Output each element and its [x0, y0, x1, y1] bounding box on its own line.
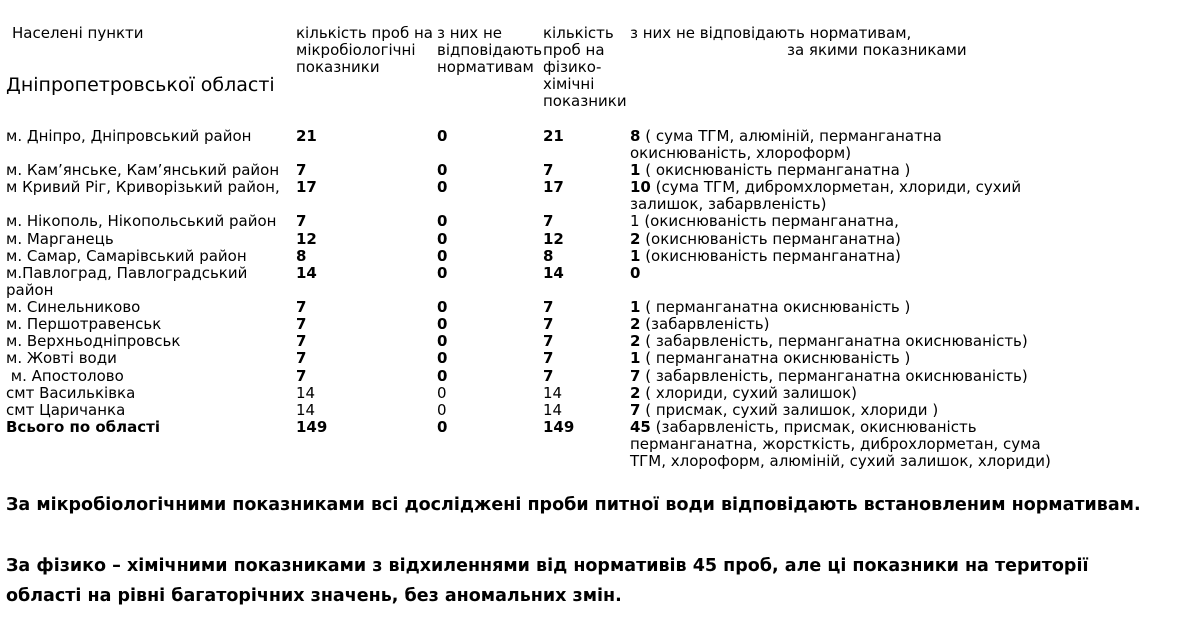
header-micro: кількість проб на мікробіологічні показники	[296, 24, 433, 76]
row-phys: 7	[543, 332, 554, 350]
row-micro: 7	[296, 349, 307, 367]
row-phys-bad	[630, 248, 1050, 265]
row-micro-bad: 0	[437, 161, 448, 179]
row-bad-detail: (окиснюваність перманганатна,	[639, 212, 899, 230]
row-name: м. Першотравенськ	[6, 315, 162, 333]
row-phys-bad	[630, 368, 1150, 385]
header-phys: кількість проб на фізико-хімічні показники	[543, 24, 627, 110]
row-bad-count: 10	[630, 178, 651, 196]
row-bad-count: 2	[630, 332, 641, 350]
row-name: м. Синельниково	[6, 298, 141, 316]
row-name: смт Царичанка	[6, 401, 126, 419]
row-bad-detail: ( перманганатна окиснюваність )	[640, 298, 911, 316]
row-micro-bad: 0	[437, 367, 448, 385]
row-name: м. Кам’янське, Кам’янський район	[6, 161, 280, 179]
row-phys-bad	[630, 128, 960, 162]
header-phys-bad-line2: за якими показниками	[787, 41, 967, 59]
row-micro-bad: 0	[437, 247, 448, 265]
row-phys-bad	[630, 265, 1050, 282]
row-bad-count: 0	[630, 264, 641, 282]
row-bad-count: 45	[630, 418, 651, 436]
row-micro: 12	[296, 230, 317, 248]
row-phys-bad	[630, 333, 1150, 350]
row-phys-bad	[630, 162, 1050, 179]
note-phys: За фізико – хімічними показниками з відхиленнями від нормативів 45 проб, але ці показники на території області на рівні багаторічних значень, без аномальних змін.	[6, 556, 1089, 606]
row-phys-bad	[630, 316, 1050, 333]
row-bad-detail: (забарвленість)	[640, 315, 770, 333]
row-bad-detail: (окиснюваність перманганатна)	[640, 230, 901, 248]
note-micro: За мікробіологічними показниками всі досліджені проби питної води відповідають встановленим нормативам.	[6, 495, 1141, 515]
row-phys-bad	[630, 179, 1040, 213]
row-bad-count: 2	[630, 315, 641, 333]
row-name: м. Дніпро, Дніпровський район	[6, 127, 252, 145]
row-micro-bad: 0	[437, 315, 448, 333]
row-micro: 21	[296, 127, 317, 145]
row-micro: 7	[296, 161, 307, 179]
row-micro: 7	[296, 332, 307, 350]
row-phys: 17	[543, 178, 564, 196]
row-micro-bad: 0	[437, 127, 448, 145]
row-bad-detail: ( хлориди, сухий залишок)	[640, 384, 857, 402]
row-micro: 7	[296, 315, 307, 333]
row-name: м Кривий Ріг, Криворізький район,	[6, 178, 280, 196]
row-bad-detail: ( окиснюваність перманганатна )	[640, 161, 911, 179]
row-name: м. Жовті води	[6, 349, 117, 367]
row-phys: 14	[543, 264, 564, 282]
row-phys-bad	[630, 299, 1050, 316]
row-phys: 7	[543, 298, 554, 316]
row-bad-count: 2	[630, 384, 641, 402]
row-micro-bad: 0	[437, 418, 448, 436]
row-phys: 14	[543, 401, 563, 419]
row-micro: 14	[296, 384, 316, 402]
row-phys: 14	[543, 384, 563, 402]
row-bad-detail: ( перманганатна окиснюваність )	[640, 349, 911, 367]
row-micro: 14	[296, 264, 317, 282]
row-phys: 149	[543, 418, 575, 436]
row-micro-bad: 0	[437, 349, 448, 367]
row-bad-detail: (сума ТГМ, дибромхлорметан, хлориди, сухий залишок, забарвленість)	[630, 178, 1022, 213]
row-bad-count: 7	[630, 401, 641, 419]
row-phys-bad	[630, 402, 1050, 419]
row-bad-count: 1	[630, 349, 641, 367]
row-phys: 7	[543, 349, 554, 367]
header-phys-bad-line1: з них не відповідають нормативам,	[630, 24, 912, 42]
row-micro-bad: 0	[437, 332, 448, 350]
row-name: м. Марганець	[6, 230, 114, 248]
row-bad-count: 8	[630, 127, 641, 145]
row-micro-bad: 0	[437, 298, 448, 316]
row-micro-bad: 0	[437, 212, 448, 230]
row-micro: 17	[296, 178, 317, 196]
row-phys-bad	[630, 419, 1055, 470]
row-micro-bad: 0	[437, 264, 448, 282]
row-micro: 7	[296, 212, 307, 230]
header-micro-bad: з них не відповідають нормативам	[437, 24, 543, 76]
row-micro: 14	[296, 401, 316, 419]
row-phys-bad	[630, 213, 1050, 230]
row-micro-bad: 0	[437, 384, 447, 402]
row-bad-count: 1	[630, 212, 640, 230]
row-bad-detail: ( присмак, сухий залишок, хлориди )	[640, 401, 939, 419]
row-bad-count: 7	[630, 367, 641, 385]
row-bad-detail: (забарвленість, присмак, окиснюваність перманганатна, жорсткість, диброхлорметан, сума ТГМ, хлороформ, алюміній, сухий залишок, хлориди)	[630, 418, 1051, 470]
row-name: Всього по області	[6, 418, 160, 436]
row-micro-bad: 0	[437, 401, 447, 419]
row-micro: 7	[296, 298, 307, 316]
row-bad-count: 1	[630, 161, 641, 179]
row-bad-detail: (окиснюваність перманганатна)	[640, 247, 901, 265]
row-name: м. Апостолово	[6, 367, 124, 385]
row-phys: 21	[543, 127, 564, 145]
row-name: м. Верхньодніпровськ	[6, 332, 181, 350]
row-name: м.Павлоград, Павлоградський район	[6, 264, 248, 299]
row-phys: 7	[543, 212, 554, 230]
header-name-line2: Дніпропетровської області	[6, 74, 275, 96]
row-bad-count: 1	[630, 298, 641, 316]
row-name: смт Васильківка	[6, 384, 136, 402]
row-bad-count: 1	[630, 247, 641, 265]
header-name-line1: Населені пункти	[12, 24, 144, 42]
row-phys: 12	[543, 230, 564, 248]
row-bad-detail: ( сума ТГМ, алюміній, перманганатна окиснюваність, хлороформ)	[630, 127, 942, 162]
row-micro-bad: 0	[437, 178, 448, 196]
row-phys: 7	[543, 315, 554, 333]
row-name: м. Нікополь, Нікопольський район	[6, 212, 277, 230]
row-micro: 149	[296, 418, 328, 436]
row-phys-bad	[630, 385, 1050, 402]
row-micro: 7	[296, 367, 307, 385]
row-bad-count: 2	[630, 230, 641, 248]
row-phys: 7	[543, 367, 554, 385]
row-phys-bad	[630, 350, 1050, 367]
row-micro-bad: 0	[437, 230, 448, 248]
row-bad-detail: ( забарвленість, перманганатна окиснюваність)	[640, 367, 1028, 385]
row-phys: 8	[543, 247, 554, 265]
row-name: м. Самар, Самарівський район	[6, 247, 247, 265]
row-bad-detail: ( забарвленість, перманганатна окиснюваність)	[640, 332, 1028, 350]
row-phys: 7	[543, 161, 554, 179]
row-micro: 8	[296, 247, 307, 265]
row-phys-bad	[630, 231, 1050, 248]
